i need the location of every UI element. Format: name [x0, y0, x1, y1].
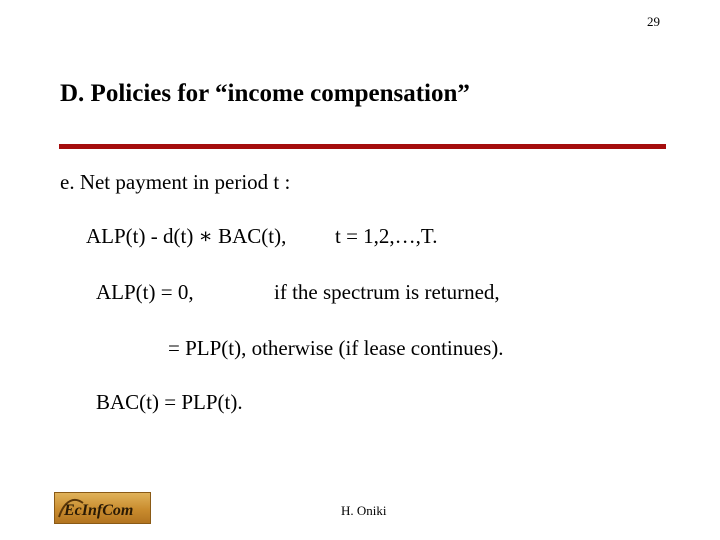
slide-title: D. Policies for “income compensation”: [60, 80, 470, 107]
logo-mark: [55, 493, 150, 523]
ecinfcom-logo: [54, 492, 151, 524]
page-number: 29: [647, 14, 660, 29]
alp-condition: if the spectrum is returned,: [274, 280, 500, 304]
title-divider: [59, 144, 666, 149]
logo-text: EcInfCom: [64, 502, 134, 519]
bac-definition: BAC(t) = PLP(t).: [96, 390, 243, 414]
item-heading: e. Net payment in period t :: [60, 170, 291, 194]
period-range: t = 1,2,…,T.: [335, 224, 438, 248]
alp-definition: ALP(t) = 0,: [96, 280, 194, 304]
footer-author: H. Oniki: [341, 503, 387, 518]
net-payment-formula: ALP(t) - d(t) ∗ BAC(t),: [86, 224, 287, 248]
alp-alternative: = PLP(t), otherwise (if lease continues).: [168, 336, 504, 360]
